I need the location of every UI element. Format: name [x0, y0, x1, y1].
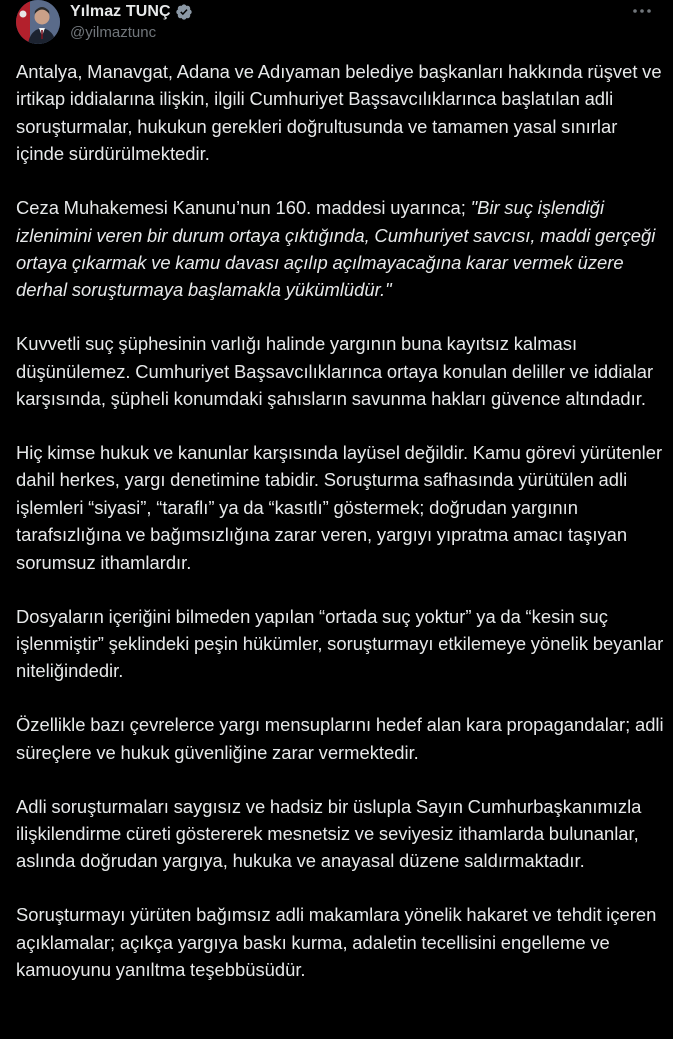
- tweet-paragraph-8: Soruşturmayı yürüten bağımsız adli makamlara yönelik hakaret ve tehdit içeren açıklamalar; açıkça yargıya baskı kurma, adaletin tecellisini engelleme ve kamuoyunu yanıltma teşebbüsüdür.: [16, 904, 657, 981]
- tweet-paragraph-2: [16, 194, 664, 304]
- law-quote: "Bir suç işlendiği izlenimini veren bir durum ortaya çıktığında, Cumhuriyet savcısı, maddi gerçeği ortaya çıkarmak ve kamu davası açılıp açılmayacağına karar vermek üzere derhal soruşturmaya başlamakla yükümlüdür.": [16, 197, 656, 301]
- tweet-paragraph-2-lead: Ceza Muhakemesi Kanunu’nun 160. maddesi uyarınca;: [16, 197, 471, 219]
- tweet-paragraph-1: Antalya, Manavgat, Adana ve Adıyaman belediye başkanları hakkında rüşvet ve irtikap iddialarına ilişkin, ilgili Cumhuriyet Başsavcılıklarınca başlatılan adli soruşturmalar, hukukun gerekleri doğrultusunda ve tamamen yasal sınırlar içinde sürdürülmektedir.: [16, 61, 662, 165]
- more-options-button[interactable]: [629, 2, 655, 20]
- tweet-paragraph-5: Dosyaların içeriğini bilmeden yapılan “ortada suç yoktur” ya da “kesin suç işlenmiştir” şeklindeki peşin hükümler, soruşturmayı etkilemeye yönelik beyanlar niteliğindedir.: [16, 605, 664, 682]
- tweet-paragraph-7: Adli soruşturmaları saygısız ve hadsiz bir üslupla Sayın Cumhurbaşkanımızla ilişkilendirme cüreti göstererek mesnetsiz ve seviyesiz ithamlarda bulunanlar, aslında doğrudan yargıya, hukuka ve anayasal düzene saldırmaktadır.: [16, 795, 642, 872]
- verified-badge-icon: [175, 3, 193, 21]
- tweet-paragraph-3: Kuvvetli suç şüphesinin varlığı halinde yargının buna kayıtsız kalması düşünülemez. Cumhuriyet Başsavcılıklarınca ortaya konulan deliller ve iddialar karşısında, şüpheli konumdaki şahısların savunma hakları güvence altındadır.: [16, 333, 654, 410]
- avatar[interactable]: [16, 0, 60, 44]
- tweet-paragraph-6: Özellikle bazı çevrelerce yargı mensuplarını hedef alan kara propagandalar; adli süreçlere ve hukuk güvenliğine zarar vermektedir.: [16, 714, 664, 763]
- more-options-icon: [632, 8, 652, 14]
- tweet-header: [0, 0, 673, 50]
- tweet-text: [16, 58, 664, 1010]
- author-handle[interactable]: @yilmaztunc: [70, 24, 157, 41]
- tweet-paragraph-4: Hiç kimse hukuk ve kanunlar karşısında layüsel değildir. Kamu görevi yürütenler dahil herkes, yargı denetimine tabidir. Soruşturma safhasında yürütülen adli işlemleri “siyasi”, “taraflı” ya da “kasıtlı” göstermek; doğrudan yargının tarafsızlığına ve bağımsızlığına zarar veren, yargıyı yıpratma amacı taşıyan sorumsuz ithamlardır.: [16, 441, 663, 573]
- author-display-name[interactable]: Yılmaz TUNÇ: [70, 3, 171, 20]
